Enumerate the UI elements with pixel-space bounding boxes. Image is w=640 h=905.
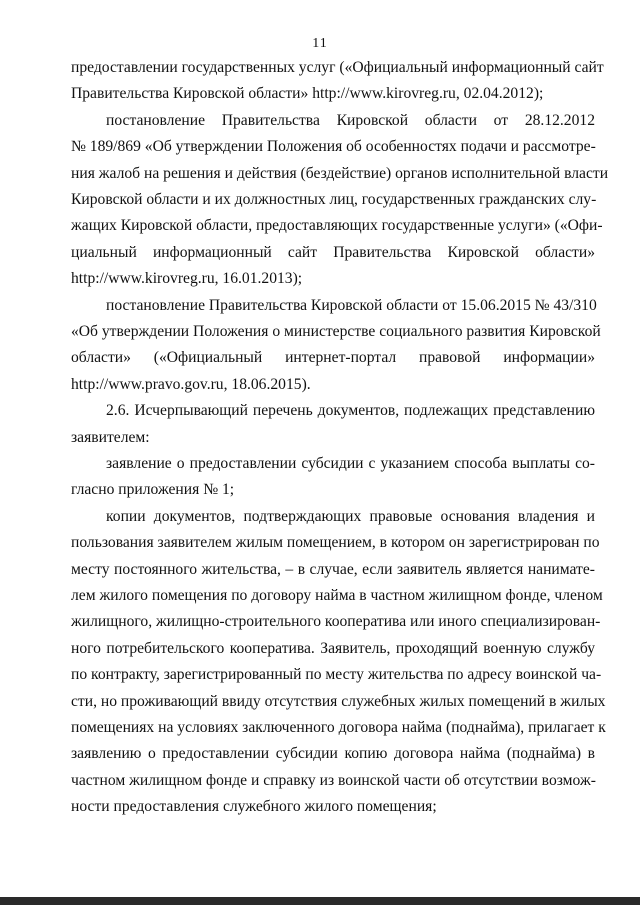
text-line: жащих Кировской области, предоставляющих государственные услуги» («Офи- [71,217,603,235]
text-line: http://www.kirovreg.ru, 16.01.2013); [71,270,303,288]
text-line: http://www.pravo.gov.ru, 18.06.2015). [71,375,311,393]
text-line: жилищного, жилищно-строительного кооператива или иного специализирован- [71,613,601,631]
text-line: помещениях на условиях заключенного договора найма (поднайма), прилагает к [71,719,606,736]
text-line: ного потребительского кооператива. Заявитель, проходящий военную службу [71,639,595,657]
text-line: циальный информационный сайт Правительства Кировской области» [71,243,595,261]
text-line: ности предоставления служебного жилого помещения; [71,798,437,816]
text-line: пользования заявителем жилым помещением, в котором он зарегистрирован по [71,534,600,552]
text-line: ния жалоб на решения и действия (бездействие) органов исполнительной власти [71,164,609,182]
scan-bottom-edge [0,897,640,905]
text-line: «Об утверждении Положения о министерстве социального развития Кировской [71,323,601,340]
text-line: лем жилого помещения по договору найма в частном жилищном фонде, членом [71,587,603,604]
text-line: заявителем: [71,428,150,446]
text-line: заявлению о предоставлении субсидии копию договора найма (поднайма) в [71,745,595,763]
text-line: по контракту, зарегистрированный по месту жительства по адресу воинской ча- [71,666,602,684]
text-line: частном жилищном фонде и справку из воинской части об отсутствии возмож- [71,771,596,789]
text-line: предоставлении государственных услуг («Официальный информационный сайт [71,59,604,76]
text-line: месту постоянного жительства, – в случае, если заявитель является нанимате- [71,560,595,578]
text-line: гласно приложения № 1; [71,481,235,499]
page-number: 11 [312,36,328,51]
text-line: заявление о предоставлении субсидии с указанием способа выплаты со- [106,455,595,472]
text-line: Кировской области и их должностных лиц, государственных гражданских слу- [71,191,597,208]
text-line: № 189/869 «Об утверждении Положения об особенностях подачи и рассмотре- [71,138,596,156]
text-line: области» («Официальный интернет-портал правовой информации» [71,349,595,367]
text-line: постановление Правительства Кировской области от 28.12.2012 [106,111,595,129]
text-line: копии документов, подтверждающих правовые основания владения и [106,507,595,525]
text-line: 2.6. Исчерпывающий перечень документов, подлежащих представлению [106,402,595,420]
text-line: сти, но проживающий ввиду отсутствия служебных жилых помещений в жилых [71,692,606,710]
text-line: Правительства Кировской области» http://www.kirovreg.ru, 02.04.2012); [71,85,544,103]
text-line: постановление Правительства Кировской области от 15.06.2015 № 43/310 [106,296,597,314]
